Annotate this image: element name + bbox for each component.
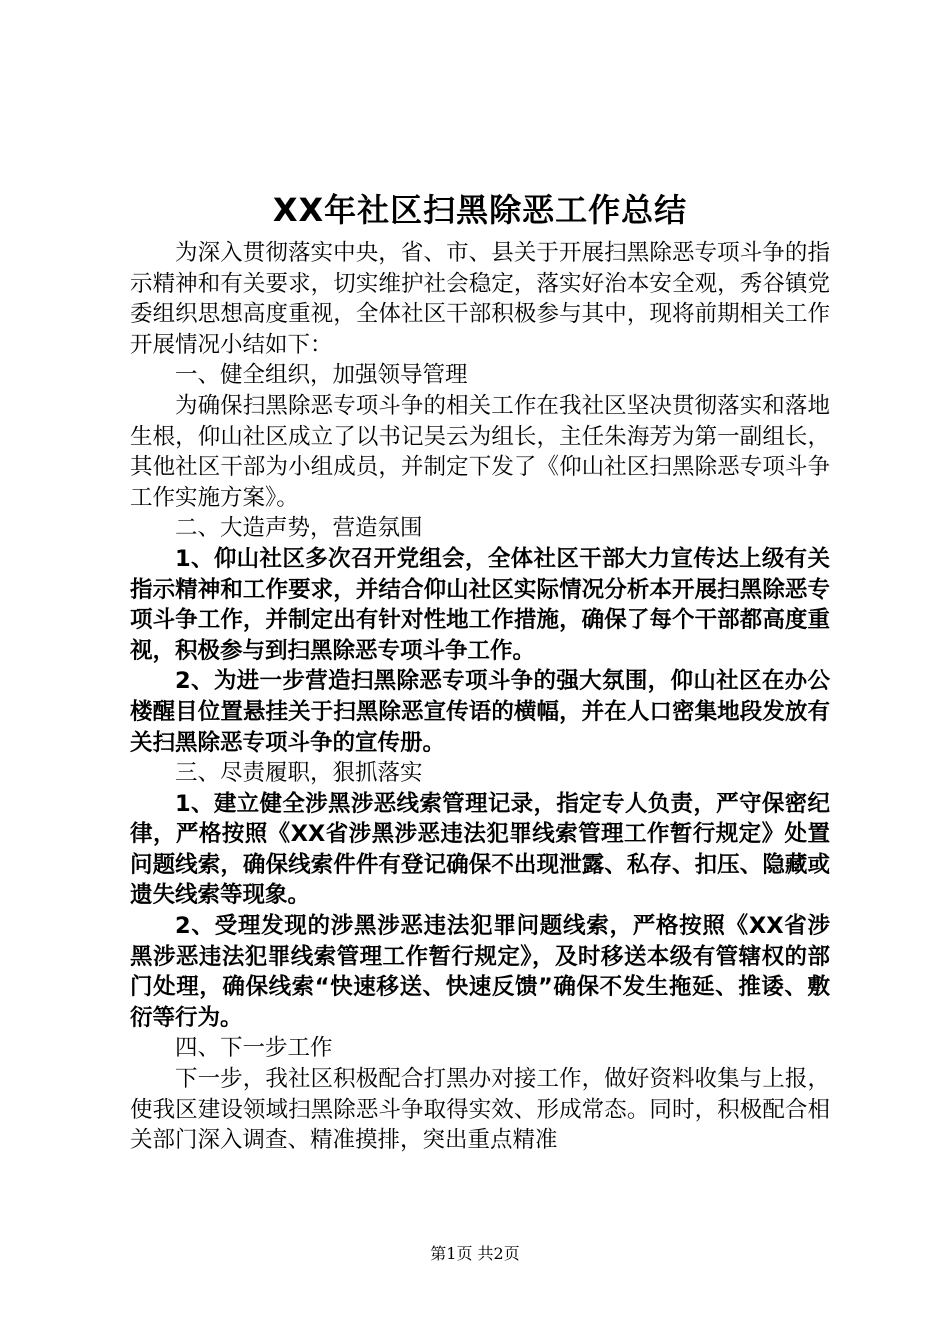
intro-paragraph: 为深入贯彻落实中央，省、市、县关于开展扫黑除恶专项斗争的指示精神和有关要求，切实维护社会稳定，落实好治本安全观，秀谷镇党委组织思想高度重视，全体社区干部积极参与其中，现将前期相关工作开展情况小结如下：	[130, 240, 830, 358]
section-1-heading: 一、健全组织，加强领导管理	[175, 362, 468, 389]
section-4-paragraph-1: 下一步，我社区积极配合打黑办对接工作，做好资料收集与上报，使我区建设领域扫黑除恶斗争取得实效、形成常态。同时，积极配合相关部门深入调查、精准摸排，突出重点精准	[130, 1066, 830, 1154]
section-1-paragraph-1: 为确保扫黑除恶专项斗争的相关工作在我社区坚决贯彻落实和落地生根，仰山社区成立了以书记吴云为组长，主任朱海芳为第一副组长，其他社区干部为小组成员，并制定下发了《仰山社区扫黑除恶专项斗争工作实施方案》。	[130, 392, 830, 511]
section-3-paragraph-1: 1、建立健全涉黑涉恶线索管理记录，指定专人负责，严守保密纪律，严格按照《XX省涉黑涉恶违法犯罪线索管理工作暂行规定》处置问题线索，确保线索件件有登记确保不出现泄露、私存、扣压、隐藏或遗失线索等现象。	[130, 790, 830, 909]
section-2-paragraph-1: 1、仰山社区多次召开党组会，全体社区干部大力宣传达上级有关指示精神和工作要求，并结合仰山社区实际情况分析本开展扫黑除恶专项斗争工作，并制定出有针对性地工作措施，确保了每个干部都高度重视，积极参与到扫黑除恶专项斗争工作。	[130, 545, 830, 664]
section-2-heading: 二、大造声势，营造氛围	[175, 515, 423, 542]
section-3-heading: 三、尽责履职，狠抓落实	[175, 760, 423, 787]
document-body	[130, 184, 830, 1156]
section-4-heading: 四、下一步工作	[175, 1035, 333, 1062]
section-3-paragraph-2: 2、受理发现的涉黑涉恶违法犯罪问题线索，严格按照《XX省涉黑涉恶违法犯罪线索管理工作暂行规定》，及时移送本级有管辖权的部门处理，确保线索“快速移送、快速反馈”确保不发生拖延、推诿、敷衍等行为。	[130, 913, 830, 1031]
page-footer: 第1页 共2页	[430, 1244, 520, 1263]
section-2-paragraph-2: 2、为进一步营造扫黑除恶专项斗争的强大氛围，仰山社区在办公楼醒目位置悬挂关于扫黑除恶宣传语的横幅，并在人口密集地段发放有关扫黑除恶专项斗争的宣传册。	[130, 668, 830, 756]
document-title: XX年社区扫黑除恶工作总结	[272, 191, 688, 229]
